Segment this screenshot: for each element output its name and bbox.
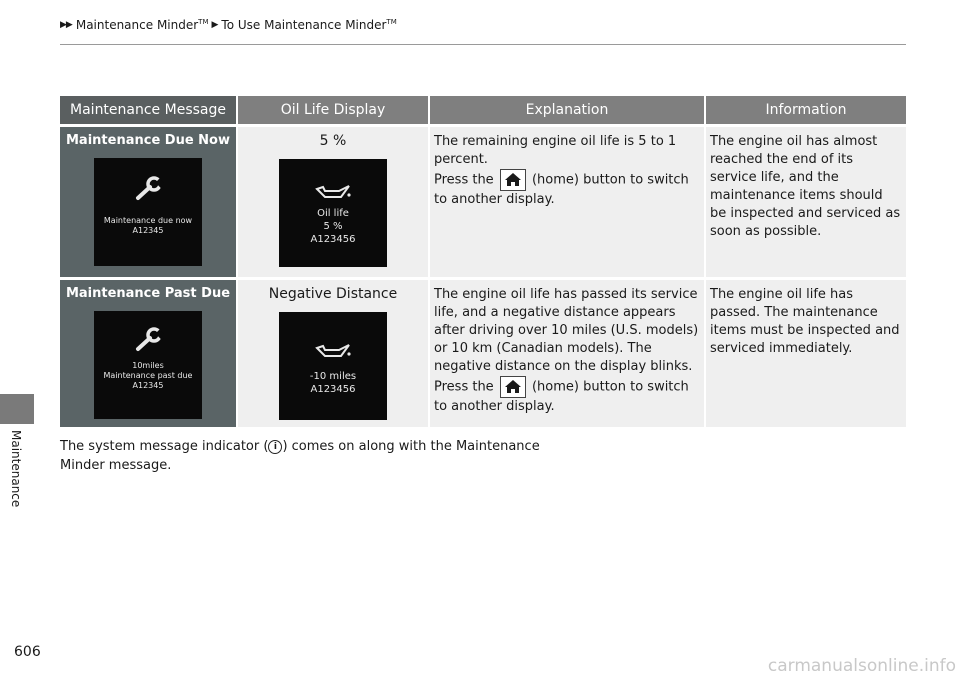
table-row xyxy=(60,124,906,277)
table-header-row xyxy=(60,96,906,124)
screen-line: A123456 xyxy=(310,234,356,245)
home-icon xyxy=(500,169,526,191)
screen-line: 10miles xyxy=(132,361,164,370)
header-oil-life-display: Oil Life Display xyxy=(238,96,430,124)
screen-line: A12345 xyxy=(132,381,164,390)
footnote xyxy=(60,437,580,475)
breadcrumb-arrow-icon: ▶▶ xyxy=(60,20,72,30)
side-label: Maintenance xyxy=(9,430,23,508)
screen-line: Maintenance past due xyxy=(103,371,193,380)
footnote-post: ) comes on along with the Maintenance Minder message. xyxy=(60,439,540,473)
message-title: Maintenance Past Due xyxy=(65,286,231,301)
explanation-press: Press the xyxy=(434,172,494,188)
page-number: 606 xyxy=(14,644,41,660)
explanation-cell xyxy=(430,277,706,427)
screen-line: A123456 xyxy=(310,384,356,395)
explanation-text: The remaining engine oil life is 5 to 1 percent. xyxy=(434,134,677,167)
header-divider xyxy=(60,44,906,45)
message-cell xyxy=(60,124,238,277)
header-maintenance-message: Maintenance Message xyxy=(60,96,238,124)
oil-screen xyxy=(279,159,387,267)
display-value: Negative Distance xyxy=(268,286,398,302)
table-row xyxy=(60,277,906,427)
explanation-post: (home) button to switch to another display. xyxy=(434,172,689,207)
message-screen xyxy=(94,158,202,266)
explanation-post: (home) button to switch to another display. xyxy=(434,379,689,414)
display-cell xyxy=(238,124,430,277)
explanation-press: Press the xyxy=(434,379,494,395)
breadcrumb-part-1: Maintenance Minder™ xyxy=(75,18,209,32)
wrench-icon xyxy=(134,176,164,202)
header-information: Information xyxy=(706,96,906,124)
display-cell xyxy=(238,277,430,427)
home-icon xyxy=(500,376,526,398)
oil-can-icon xyxy=(315,183,351,201)
screen-line: Oil life xyxy=(317,208,349,219)
footnote-pre: The system message indicator ( xyxy=(60,439,269,454)
message-screen xyxy=(94,311,202,419)
screen-line: -10 miles xyxy=(309,371,357,382)
wrench-icon xyxy=(134,327,164,353)
information-cell: The engine oil has almost reached the end of its service life, and the maintenance items should be inspected and serviced as soon as possible. xyxy=(706,124,906,277)
screen-line: A12345 xyxy=(132,226,164,235)
explanation-text: The engine oil life has passed its service life, and a negative distance appears after driving over 10 miles (U.S. models) or 10 km (Canadian models). The negative distance on the display blinks. xyxy=(434,287,699,374)
header-explanation: Explanation xyxy=(430,96,706,124)
display-value: 5 % xyxy=(319,133,347,149)
breadcrumb xyxy=(60,18,397,32)
info-icon: i xyxy=(268,440,282,454)
explanation-cell xyxy=(430,124,706,277)
breadcrumb-separator-icon: ▶ xyxy=(211,20,219,30)
side-tab xyxy=(0,394,34,424)
oil-can-icon xyxy=(315,342,351,360)
maintenance-table xyxy=(60,96,906,427)
message-title: Maintenance Due Now xyxy=(66,133,230,148)
message-cell xyxy=(60,277,238,427)
watermark: carmanualsonline.info xyxy=(767,656,956,676)
screen-line: Maintenance due now xyxy=(103,216,193,225)
breadcrumb-part-2: To Use Maintenance Minder™ xyxy=(221,18,397,32)
screen-line: 5 % xyxy=(323,221,343,232)
information-cell: The engine oil life has passed. The maintenance items must be inspected and serviced immediately. xyxy=(706,277,906,427)
oil-screen xyxy=(279,312,387,420)
